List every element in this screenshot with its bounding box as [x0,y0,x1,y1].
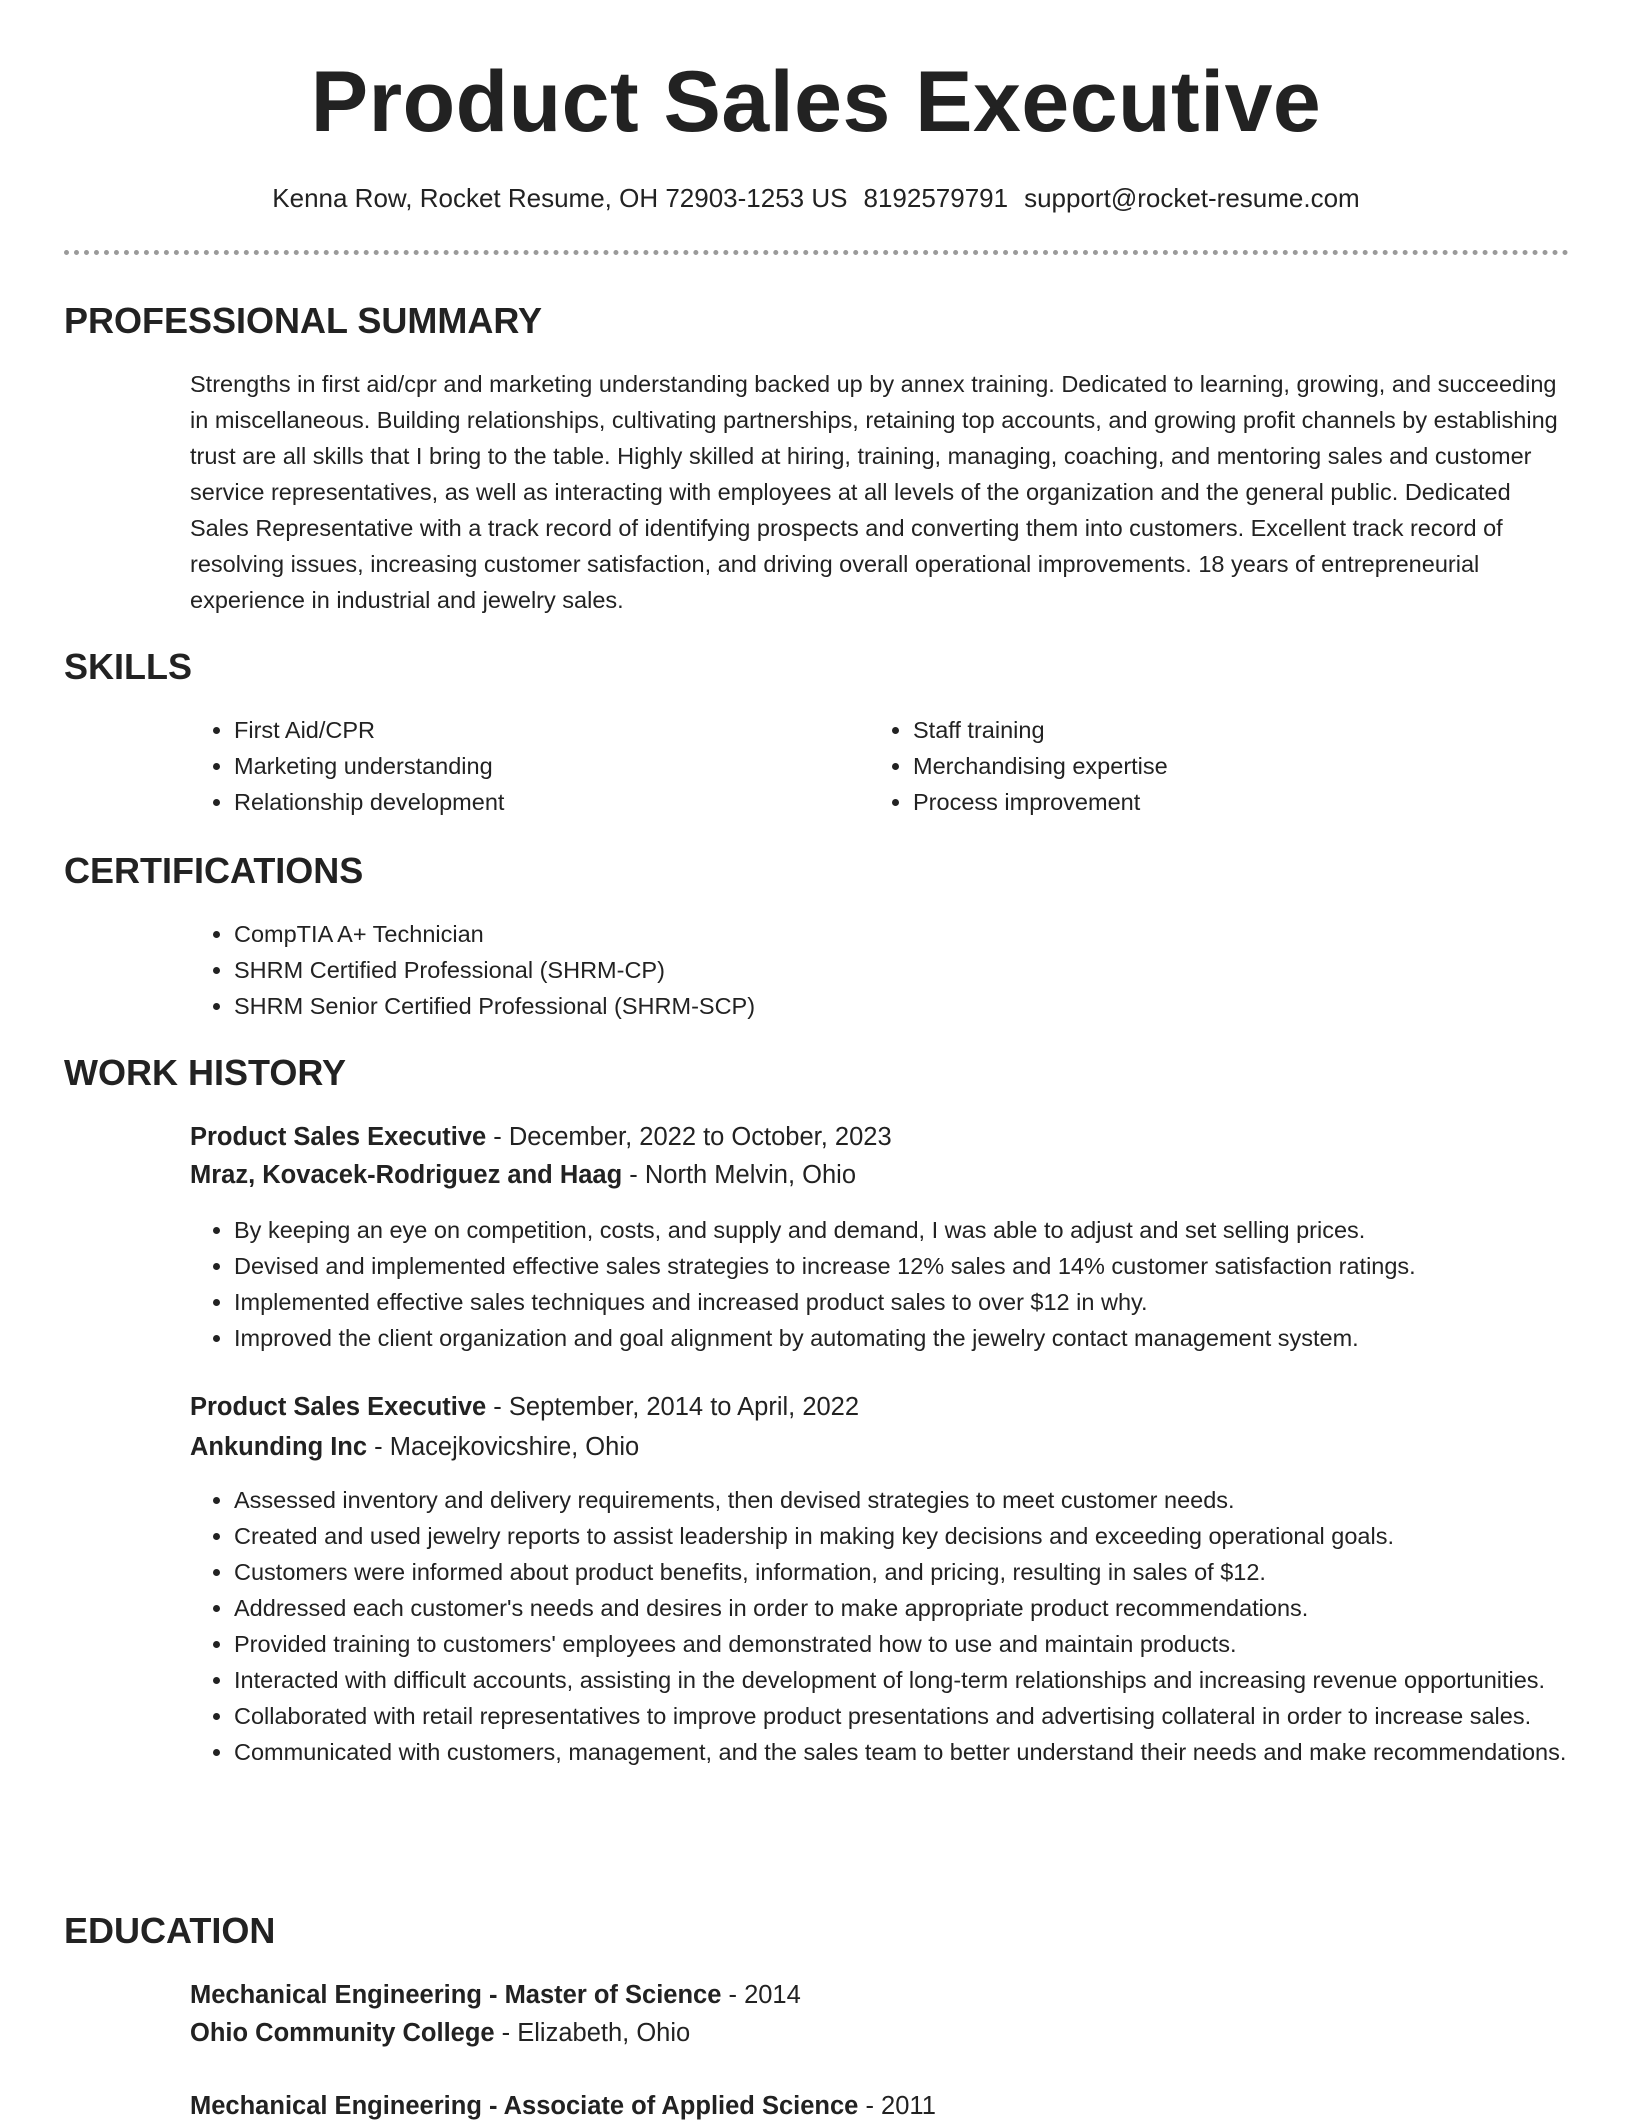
education-school: Ohio Community College [190,2019,495,2047]
certifications-list [190,916,1534,1024]
education-degree-line [190,2088,936,2124]
education-year: - 2014 [721,1981,801,2009]
job-title-line [190,1389,859,1425]
work-history-heading: WORK HISTORY [64,1052,347,1093]
education-location: - Elizabeth, Ohio [494,2019,691,2047]
skill-item: • Process improvement [913,784,1553,820]
education-year: - 2011 [858,2092,936,2120]
job-company: Mraz, Kovacek-Rodriguez and Haag [190,1161,623,1189]
job-bullets [190,1212,1594,1356]
header-divider [64,250,1569,255]
job-bullet: • Improved the client organization and goal alignment by automating the jewelry contact management system. [234,1320,1594,1356]
job-dates: - September, 2014 to April, 2022 [486,1393,860,1421]
job-location: - North Melvin, Ohio [622,1161,857,1189]
certification-item: • SHRM Senior Certified Professional (SHRM-SCP) [234,988,1534,1024]
education-school-line [190,2015,690,2051]
skill-item: • Staff training [913,712,1553,748]
job-location: - Macejkovicshire, Ohio [367,1433,640,1461]
job-bullet: • By keeping an eye on competition, costs, and supply and demand, I was able to adjust and set selling prices. [234,1212,1594,1248]
skill-item: • Relationship development [234,784,834,820]
job-company-line [190,1429,639,1465]
job-bullet: • Communicated with customers, management, and the sales team to better understand their needs and make recommendations. [234,1734,1594,1770]
job-dates: - December, 2022 to October, 2023 [486,1123,892,1151]
job-bullet: • Collaborated with retail representatives to improve product presentations and advertising collateral in order to increase sales. [234,1698,1594,1734]
job-title-line [190,1119,892,1155]
contact-line [0,180,1632,216]
contact-email: support@rocket-resume.com [1024,183,1360,213]
summary-text: Strengths in first aid/cpr and marketing understanding backed up by annex training. Dedicated to learning, growing, and succeeding in miscellaneous. Building relationships, cultivating partnerships, retaining top accounts, and growing profit channels by establishing trust are all skills that I bring to the table. Highly skilled at hiring, training, managing, coaching, and mentoring sales and customer service representatives, as well as interacting with employees at all levels of the organization and the general public. Dedicated Sales Representative with a track record of identifying prospects and converting them into customers. Excellent track record of resolving issues, increasing customer satisfaction, and driving overall operational improvements. 18 years of entrepreneurial experience in industrial and jewelry sales. [190,371,1558,613]
skill-item: • First Aid/CPR [234,712,834,748]
certification-item: • SHRM Certified Professional (SHRM-CP) [234,952,1534,988]
job-bullet: • Created and used jewelry reports to assist leadership in making key decisions and exceeding operational goals. [234,1518,1594,1554]
contact-address: Kenna Row, Rocket Resume, OH 72903-1253 US [272,183,848,213]
skill-item: • Merchandising expertise [913,748,1553,784]
education-degree-line [190,1977,801,2013]
skill-item: • Marketing understanding [234,748,834,784]
job-position: Product Sales Executive [190,1393,487,1421]
skills-list-left [190,712,834,820]
contact-phone: 8192579791 [863,183,1009,213]
education-degree: Mechanical Engineering - Master of Science [190,1981,722,2009]
job-position: Product Sales Executive [190,1123,487,1151]
job-bullet: • Provided training to customers' employees and demonstrated how to use and maintain products. [234,1626,1594,1662]
certification-item: • CompTIA A+ Technician [234,916,1534,952]
job-company: Ankunding Inc [190,1433,368,1461]
job-bullet: • Assessed inventory and delivery requirements, then devised strategies to meet customer needs. [234,1482,1594,1518]
certifications-heading: CERTIFICATIONS [64,850,364,891]
skills-list-right [869,712,1553,820]
job-company-line [190,1157,856,1193]
job-bullet: • Devised and implemented effective sales strategies to increase 12% sales and 14% customer satisfaction ratings. [234,1248,1594,1284]
education-heading: EDUCATION [64,1910,276,1951]
job-bullets [190,1482,1594,1770]
job-bullet: • Interacted with difficult accounts, assisting in the development of long-term relationships and increasing revenue opportunities. [234,1662,1594,1698]
resume-title: Product Sales Executive [310,54,1322,150]
job-bullet: • Addressed each customer's needs and desires in order to make appropriate product recommendations. [234,1590,1594,1626]
education-degree: Mechanical Engineering - Associate of Applied Science [190,2092,859,2120]
job-bullet: • Implemented effective sales techniques and increased product sales to over $12 in why. [234,1284,1594,1320]
job-bullet: • Customers were informed about product benefits, information, and pricing, resulting in sales of $12. [234,1554,1594,1590]
summary-heading: PROFESSIONAL SUMMARY [64,300,543,341]
skills-heading: SKILLS [64,646,193,687]
